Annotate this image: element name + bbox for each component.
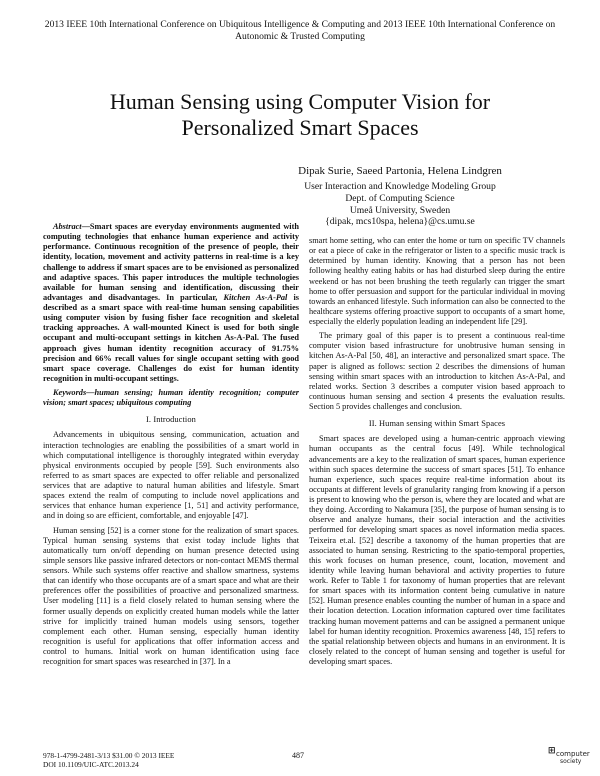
abstract-text: —Smart spaces are everyday environments augmented with computing technologies that enhance human experience and activity performance. Continuous recognition of the presence of people, their identity, location, movement and activity patterns in real-time is a key challenge to address if smart spaces are to be envisioned as personalized and adaptive spaces. This paper introduces the multiple technologies available for human sensing and identification, discussing their advantages and disadvantages. In particular, [43,222,299,302]
abstract-italic-name: Kitchen As-A-Pal [223,292,288,302]
page-number: 487 [292,751,304,760]
author-block [250,165,550,228]
intro-paragraph-3: smart home setting, who can enter the home or turn on specific TV channels or eat a piece of cake in the refrigerator or listen to a specific music track is determined by human identity. Knowing that a person has not been following healthy eating habits or has had disturbed sleep during the entire weekend or has not been brushing the teeth regularly can trigger the smart home to offer persuasion and support for the particular individual in moving towards an enhanced lifestyle. Such information can also be connected to the healthcare systems offering proactive support to occupants of a smart home, especially the elderly population leading an independent life [29]. [309,236,565,326]
author-dept: Dept. of Computing Science [345,192,455,204]
left-column [43,222,299,667]
title-line-2: Personalized Smart Spaces [181,115,419,140]
intro-paragraph-1: Advancements in ubiquitous sensing, communication, actuation and interaction technologies are enabling the possibilities of a smart world in which computational intelligence is thoroughly integrated within everyday physical environments occupied by people [59]. Such environments also referred to as smart spaces are expected to offer reliable and personalized services that are adaptive to natural human abilities and lifestyle. Smart spaces extend the realm of computing to include novel applications and services that enhance human experience [1, 51] and activity performance, and in doing so are efficient, comfortable, and enjoyable [47]. [43,430,299,521]
computer-society-logo [548,745,590,769]
author-email: {dipak, mcs10spa, helena}@cs.umu.se [325,216,475,228]
intro-paragraph-2: Human sensing [52] is a corner stone for the realization of smart spaces. Typical human sensing systems that exist today include lights that automatically turn on/off depending on human presence detected using simple sensors like passive infrared detectors or non-contact MEMS thermal sensors. While such systems offer reactive and shallow smartness, systems that can identify who those occupants are of a smart space and what are their preferences offer the possibilities of proactive and personalized smartness. User modeling [11] is a field closely related to human sensing where the former usually depends on explicitly created human models while the latter strive for implicitly trained human models using sensors, together complement each other. Human sensing, especially human identity recognition is useful for applications that offer information access and control to humans. Initial work on human identification using face recognition for smart spaces was researched in [37]. In a [43,525,299,667]
computer-society-logo-icon: ⊞ [548,746,556,756]
logo-text-computer: computer [556,750,590,758]
footer-isbn: 978-1-4799-2481-3/13 $31.00 © 2013 IEEE [43,751,175,760]
conference-header: 2013 IEEE 10th International Conference on Ubiquitous Intelligence & Computing and 2013 IEEE 10th International Conference on Autonomic & Trusted Computing [44,19,556,42]
section-heading-human-sensing: II. Human sensing within Smart Spaces [368,419,506,429]
footer-publication-info [43,751,174,769]
abstract-label: Abstract [53,222,82,231]
title-line-1: Human Sensing using Computer Vision for [109,89,491,114]
author-group: User Interaction and Knowledge Modeling Group [304,181,496,192]
abstract [43,222,299,384]
section-heading-introduction: I. Introduction [146,415,196,425]
paper-title [40,89,560,141]
abstract-text-2: is described as a smart space with real-time human sensing capabilities using computer vision by fusing fisher face recognition and skeletal tracking approaches. A wall-mounted Kinect is used for both single occupant and multi-occupant settings in kitchen As-A-Pal. The fused approach gives human identity recognition accuracy of 91.75% precision and 66% recall values for single occupant setting with good smart space coverage. Challenges do exist for human identity recognition in multi-occupant settings. [43,292,299,383]
right-column [309,236,565,667]
author-university: Umeå University, Sweden [349,204,451,216]
footer-doi: DOI 10.1109/UIC-ATC.2013.24 [43,760,139,770]
author-names: Dipak Surie, Saeed Partonia, Helena Lindgren [298,165,502,177]
logo-text-society: society [560,758,582,765]
human-sensing-paragraph-1: Smart spaces are developed using a human-centric approach viewing human occupants as the central focus [49]. While technological advancements are a key to the realization of smart spaces, human experience within such spaces determine the success of smart spaces [51]. To enhance human experience, such spaces require real-time information about its occupants at different levels of granularity ranging from knowing if a person is present to knowing who the person is, where they are located and what are they doing. According to Nakamura [35], the purpose of human sensing is to observe and analyze humans, their social interaction and the activities performed for developing smart spaces as novel information media spaces. Teixeira et.al. [52] describe a taxonomy of the human properties that are associated to human sensing. Restricting to the spatio-temporal properties, this work focuses on human presence, count, location, movement and identity while leaving human behavioral and activity properties to future work. Refer to Table 1 for taxonomy of human properties that are relevant for smart spaces with its information content being cumulative in nature [52]. Human presence enables counting the number of human in a space and their location detection. Location information captured over time facilitates tracking human movement patterns and can be assigned a permanent unique label for human identity recognition. Proxemics awareness [48, 15] refers to the spatial relationship between objects and humans in an environment. It is closely related to the concept of human sensing and together is useful for developing smart spaces. [309,434,565,666]
intro-paragraph-4: The primary goal of this paper is to present a continuous real-time computer vision based infrastructure for unobtrusive human sensing in kitchen As-A-Pal [50, 48], an interactive and personalized smart space. The paper is aligned as follows: section 2 describes the dimensions of human sensing within smart spaces with an introduction to kitchen As-A-Pal, and related works. Section 3 describes a computer vision based approach to continuous human sensing and section 4 presents the evaluation results. Section 5 provides challenges and conclusion. [309,331,565,411]
keywords: Keywords—human sensing; human identity recognition; computer vision; smart spaces; ubiquitous computing [43,388,299,408]
